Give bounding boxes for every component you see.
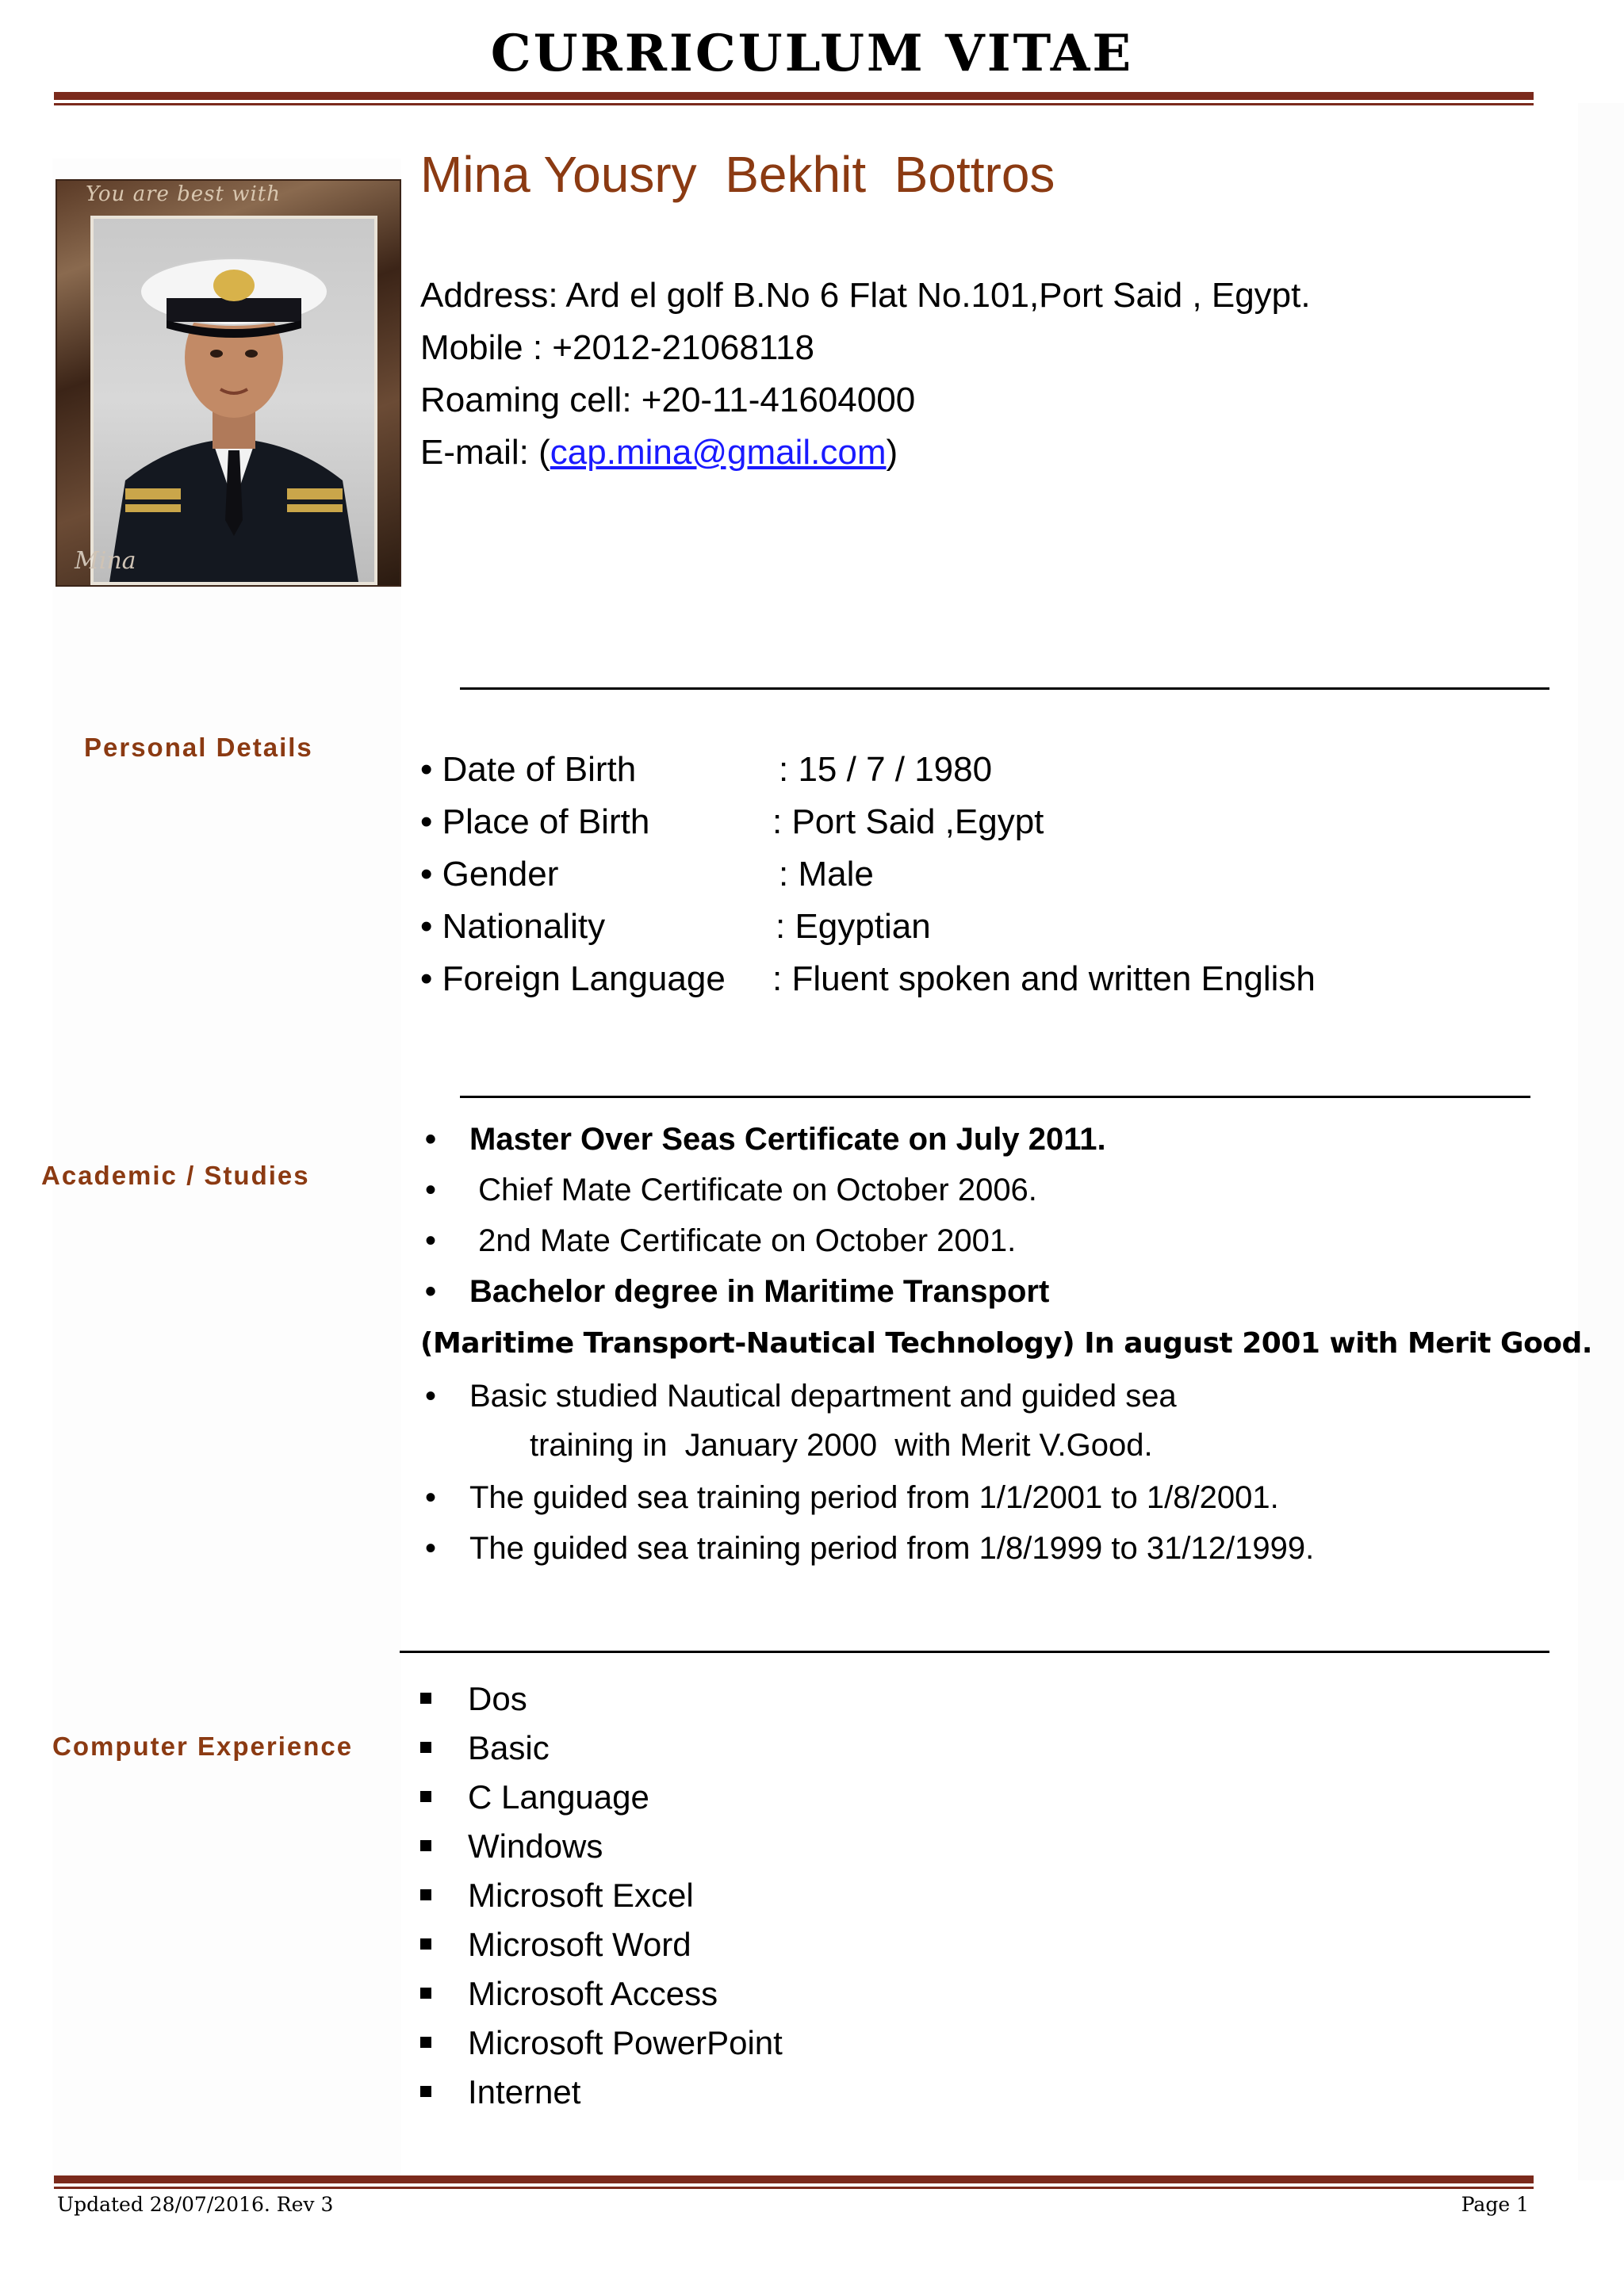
computer-experience-heading: Computer Experience <box>52 1732 354 1761</box>
academic-item <box>425 1115 1106 1164</box>
academic-item <box>425 1372 1177 1421</box>
computer-item <box>420 1724 550 1773</box>
computer-item-text: C Language <box>468 1778 649 1816</box>
bullet-icon: • <box>425 1122 437 1157</box>
computer-item <box>420 1969 718 2019</box>
personal-key: • Foreign Language <box>420 959 726 998</box>
computer-item <box>420 2068 580 2117</box>
email-line <box>420 427 898 479</box>
square-bullet-icon <box>420 1889 431 1900</box>
computer-item-text: Microsoft Access <box>468 1975 718 2012</box>
academic-item-text: The guided sea training period from 1/8/1999 to 31/12/1999. <box>469 1531 1315 1566</box>
header-rule-thin <box>54 103 1534 105</box>
academic-item-text: Chief Mate Certificate on October 2006. <box>469 1173 1037 1207</box>
personal-value: : Fluent spoken and written English <box>772 959 1316 998</box>
personal-value: : Egyptian <box>776 907 931 946</box>
personal-key: • Gender <box>420 855 559 894</box>
photo-caption: You are best with <box>86 182 281 206</box>
footer-updated: Updated 28/07/2016. Rev 3 <box>57 2193 334 2216</box>
personal-key: • Place of Birth <box>420 802 650 841</box>
personal-value: : Male <box>779 855 874 894</box>
academic-item <box>425 1165 1037 1215</box>
academic-item-text: Basic studied Nautical department and guided sea <box>469 1379 1177 1414</box>
academic-studies-heading: Academic / Studies <box>41 1161 310 1190</box>
bullet-icon: • <box>425 1274 437 1309</box>
officer-portrait-illustration <box>94 219 374 582</box>
computer-item-text: Microsoft Excel <box>468 1877 694 1914</box>
computer-item-text: Windows <box>468 1827 603 1865</box>
academic-item <box>425 1473 1279 1522</box>
square-bullet-icon <box>420 1988 431 1999</box>
bullet-icon: • <box>425 1379 437 1414</box>
email-prefix: E-mail: ( <box>420 433 550 472</box>
computer-item <box>420 2019 783 2068</box>
square-bullet-icon <box>420 1742 431 1753</box>
personal-details-heading: Personal Details <box>84 733 313 762</box>
computer-section-rule <box>400 1651 1549 1653</box>
header-rule-thick <box>54 92 1534 100</box>
photo-signature: Mina <box>75 547 136 575</box>
academic-item-text: Bachelor degree in Maritime Transport <box>469 1274 1050 1309</box>
right-margin-background <box>1578 103 1624 2180</box>
bullet-icon: • <box>425 1223 437 1258</box>
computer-item-text: Dos <box>468 1680 527 1717</box>
computer-item <box>420 1773 649 1822</box>
footer-rule-thick <box>54 2175 1534 2183</box>
personal-value: : Port Said ,Egypt <box>772 802 1044 841</box>
academic-item-continuation: training in January 2000 with Merit V.Good. <box>530 1428 1153 1463</box>
academic-item <box>425 1267 1049 1316</box>
computer-item <box>420 1871 694 1920</box>
square-bullet-icon <box>420 1791 431 1802</box>
square-bullet-icon <box>420 2037 431 2048</box>
roaming-line: Roaming cell: +20-11-41604000 <box>420 381 916 419</box>
footer-page-number: Page 1 <box>1461 2193 1529 2216</box>
bullet-icon: • <box>425 1173 437 1207</box>
academic-section-rule <box>460 1096 1530 1098</box>
photo-portrait <box>90 216 377 585</box>
mobile-line: Mobile : +2012-21068118 <box>420 328 815 367</box>
square-bullet-icon <box>420 2086 431 2097</box>
bullet-icon: • <box>425 1480 437 1515</box>
academic-note: (Maritime Transport-Nautical Technology) In august 2001 with Merit Good. <box>420 1327 1592 1360</box>
document-title: CURRICULUM VITAE <box>490 24 1134 83</box>
computer-item <box>420 1674 527 1724</box>
academic-item <box>425 1524 1314 1573</box>
computer-item <box>420 1920 691 1969</box>
personal-key: • Nationality <box>420 907 606 946</box>
square-bullet-icon <box>420 1693 431 1704</box>
personal-key: • Date of Birth <box>420 750 637 789</box>
candidate-name: Mina Yousry Bekhit Bottros <box>420 146 1055 203</box>
personal-section-rule <box>460 687 1549 690</box>
bullet-icon: • <box>425 1531 437 1566</box>
computer-item-text: Microsoft PowerPoint <box>468 2024 783 2061</box>
academic-item-text: The guided sea training period from 1/1/2001 to 1/8/2001. <box>469 1480 1279 1515</box>
square-bullet-icon <box>420 1938 431 1950</box>
computer-item-text: Internet <box>468 2073 581 2110</box>
footer-rule-thin <box>54 2187 1534 2189</box>
computer-item <box>420 1822 603 1871</box>
computer-item-text: Basic <box>468 1729 550 1766</box>
email-link[interactable]: cap.mina@gmail.com <box>550 433 887 472</box>
academic-item-text: 2nd Mate Certificate on October 2001. <box>469 1223 1017 1258</box>
computer-item-text: Microsoft Word <box>468 1926 691 1963</box>
personal-value: : 15 / 7 / 1980 <box>779 750 993 789</box>
academic-item <box>425 1216 1016 1265</box>
address-line: Address: Ard el golf B.No 6 Flat No.101,Port Said , Egypt. <box>420 276 1311 315</box>
academic-item-text: Master Over Seas Certificate on July 2011. <box>469 1122 1106 1157</box>
square-bullet-icon <box>420 1840 431 1851</box>
profile-photo <box>57 181 400 585</box>
email-suffix: ) <box>886 433 898 472</box>
